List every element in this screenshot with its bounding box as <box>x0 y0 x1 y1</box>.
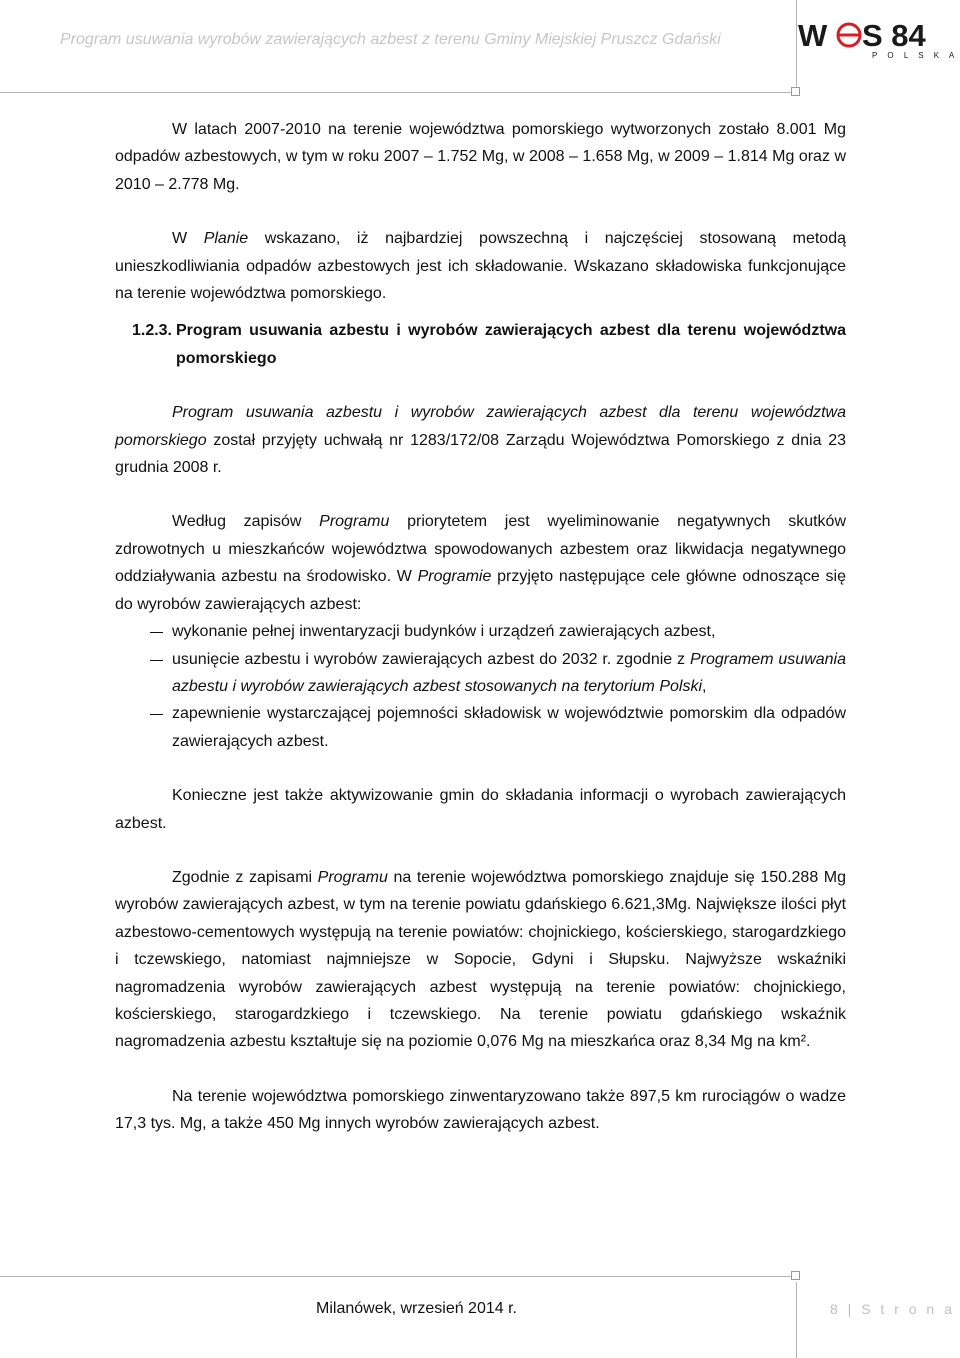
header-rule-vertical <box>796 0 797 88</box>
paragraph-pipelines: Na terenie województwa pomorskiego zinwentaryzowano także 897,5 km rurociągów o wadze 17,3 tys. Mg, a także 450 Mg innych wyrobów zawierających azbest. <box>115 1087 846 1133</box>
svg-text:W: W <box>798 18 829 53</box>
paragraph-program-goals: Według zapisów Programu priorytetem jest wyeliminowanie negatywnych skutków zdrowotnych u mieszkańców województwa spowodowanych azbestem oraz likwidacja negatywnego oddziaływania azbestu na środowisko. W Programie przyjęto następujące cele główne odnoszące się do wyrobów zawierających azbest: <box>115 513 847 613</box>
section-number: 1.2.3. <box>131 322 172 340</box>
footer-corner-box <box>791 1271 800 1280</box>
paragraph-program-adoption: Program usuwania azbestu i wyrobów zawierających azbest dla terenu województwa pomorskiego został przyjęty uchwałą nr 1283/172/08 Zarządu Województwa Pomorskiego z dnia 23 grudnia 2008 r. <box>115 404 846 477</box>
footer-place-date: Milanówek, wrzesień 2014 r. <box>316 1300 517 1317</box>
paragraph-waste-stats: W latach 2007-2010 na terenie województwa pomorskiego wytworzonych zostało 8.001 Mg odpadów azbestowych, w tym w roku 2007 – 1.752 Mg, w 2008 – 1.658 Mg, w 2009 – 1.814 Mg oraz w 2010 – 2.778 Mg. <box>115 121 846 193</box>
header-rule <box>0 92 792 93</box>
footer-rule-vertical <box>796 1282 797 1358</box>
section-title: Program usuwania azbestu i wyrobów zawierających azbest dla terenu województwa pomorskiego <box>176 322 846 367</box>
svg-text:S 84: S 84 <box>862 18 926 53</box>
document-body <box>115 116 846 1138</box>
page-header <box>0 0 960 82</box>
paragraph-plan-method: W Planie wskazano, iż najbardziej powszechną i najczęściej stosowaną metodą unieszkodliwiania odpadów azbestowych jest ich składowanie. Wskazano składowiska funkcjonujące na terenie województwa pomorskiego. <box>115 230 846 303</box>
section-heading <box>115 317 846 372</box>
list-item: zapewnienie wystarczającej pojemności składowisk w województwie pomorskim dla odpadów zawierających azbest. <box>115 700 846 755</box>
header-corner-box <box>791 87 800 96</box>
footer-rule <box>0 1276 792 1277</box>
svg-text:P O L S K A: P O L S K A <box>872 51 959 60</box>
list-item: wykonanie pełnej inwentaryzacji budynków i urządzeń zawierających azbest, <box>115 618 846 645</box>
header-title: Program usuwania wyrobów zawierających azbest z terenu Gminy Miejskiej Pruszcz Gdański <box>60 31 721 48</box>
goals-list <box>115 618 846 755</box>
company-logo <box>796 14 959 64</box>
paragraph-municipalities: Konieczne jest także aktywizowanie gmin do składania informacji o wyrobach zawierających azbest. <box>115 787 846 832</box>
page-number: 8 | S t r o n a <box>830 1301 955 1317</box>
list-item: usunięcie azbestu i wyrobów zawierających azbest do 2032 r. zgodnie z Programem usuwania azbestu i wyrobów zawierających azbest stosowanych na terytorium Polski, <box>115 646 846 701</box>
paragraph-inventory: Zgodnie z zapisami Programu na terenie województwa pomorskiego znajduje się 150.288 Mg wyrobów zawierających azbest, w tym na terenie powiatu gdańskiego 6.621,3Mg. Największe ilości płyt azbestowo-cementowych występują na terenie powiatów: chojnickiego, kościerskiego, starogardzkiego i tczewskiego, natomiast najmniejsze w Sopocie, Gdyni i Słupsku. Najwyższe wskaźniki nagromadzenia wyrobów zawierających azbest występują na terenie powiatów: chojnickiego, kościerskiego, starogardzkiego i tczewskiego. Na terenie powiatu gdańskiego wskaźnik nagromadzenia azbestu kształtuje się na poziomie 0,076 Mg na mieszkańca oraz 8,34 Mg na km². <box>115 868 847 1051</box>
